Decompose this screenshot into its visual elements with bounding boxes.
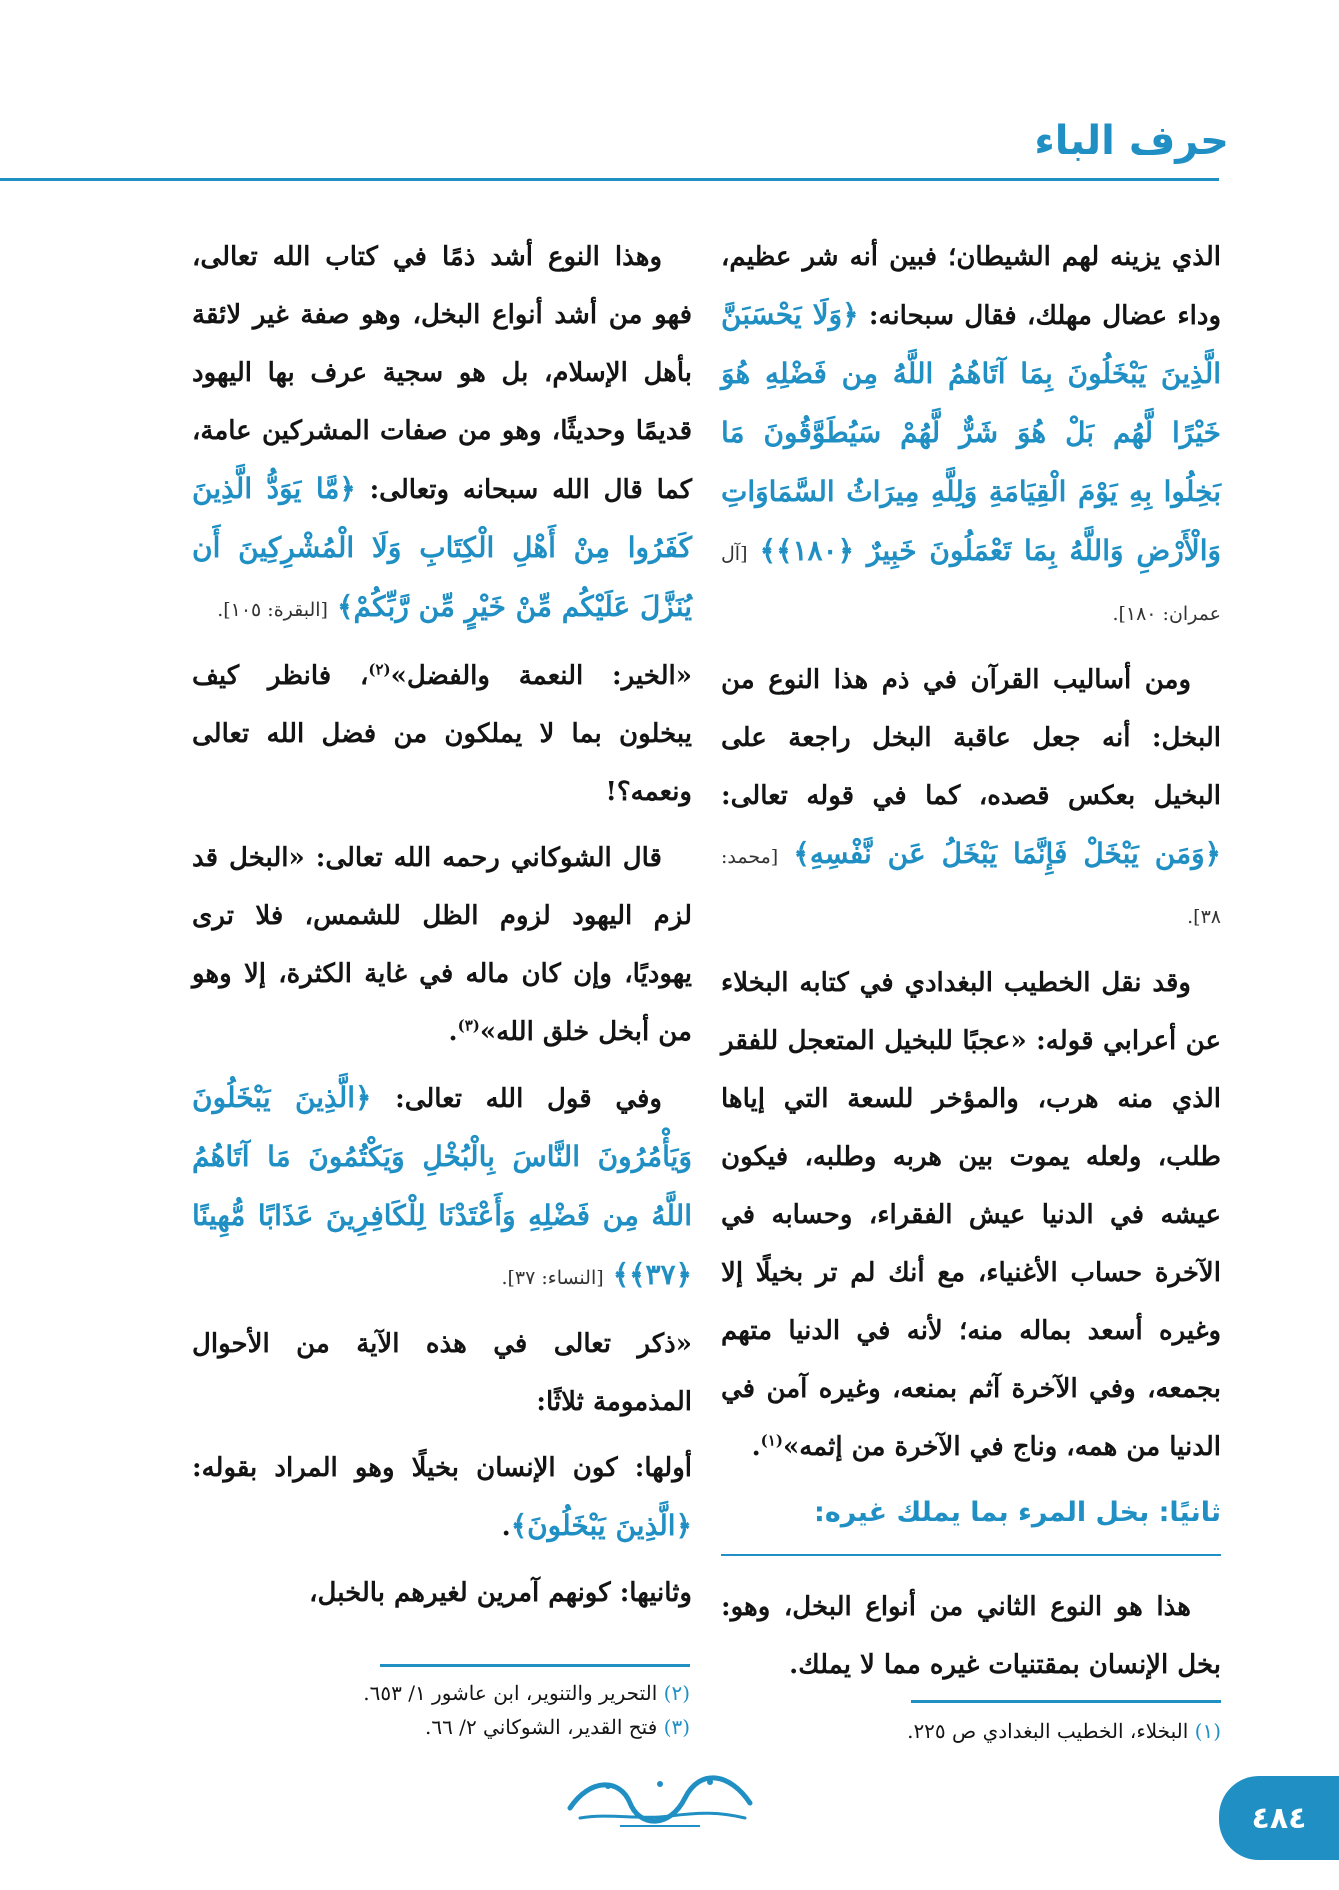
verse-reference: [آل عمران: ١٨٠]. <box>721 543 1221 625</box>
paragraph-text: ، فانظر كيف يبخلون بما لا يملكون من فضل الله تعالى ونعمه؟! <box>192 661 692 807</box>
paragraph <box>192 228 692 639</box>
verse-reference: [البقرة: ١٠٥]. <box>217 599 328 621</box>
paragraph: أولها: كون الإنسان بخيلًا وهو المراد بقوله: ﴿الَّذِينَ يَبْخَلُونَ﴾. <box>192 1453 692 1542</box>
paragraph-text: قال الشوكاني رحمه الله تعالى: «البخل قد لزم اليهود لزوم الظل للشمس، فلا ترى يهوديًا، وإن كان ماله في غاية الكثرة، إلا وهو من أبخل خلق الله» <box>192 843 692 1047</box>
footnote-number: (١) <box>1194 1719 1221 1743</box>
paragraph-text: وقد نقل الخطيب البغدادي في كتابه البخلاء عن أعرابي قوله: «عجبًا للبخيل المتعجل للفقر الذي منه هرب، والمؤخر للسعة التي إياها طلب، ولعله يموت بين هربه وطلبه، فيكون عيشه في الدنيا عيش الفقراء، وحسابه في الآخرة حساب الأغنياء، مع أنك لم تر بخيلًا إلا وغيره أسعد بماله منه؛ لأنه في الدنيا متهم بجمعه، وفي الآخرة آثم بمنعه، وغيره آمن في الدنيا من همه، وناج في الآخرة من إثمه» <box>721 968 1221 1462</box>
quran-verse: ﴿الَّذِينَ يَبْخَلُونَ وَيَأْمُرُونَ النَّاسَ بِالْبُخْلِ وَيَكْتُمُونَ مَا آتَاهُمُ اللَّهُ مِن فَضْلِهِ وَأَعْتَدْنَا لِلْكَافِرِينَ عَذَابًا مُّهِينًا ﴿٣٧﴾﴾ <box>192 1081 692 1291</box>
footnote-number: (٢) <box>663 1681 690 1705</box>
verse-reference: [محمد: ٣٨]. <box>721 846 1221 928</box>
footnote-marker[interactable]: (٢) <box>368 660 391 679</box>
header-rule <box>0 178 1219 181</box>
paragraph: قال الشوكاني رحمه الله تعالى: «البخل قد لزم اليهود لزوم الظل للشمس، فلا ترى يهوديًا، وإن كان ماله في غاية الكثرة، إلا وهو من أبخل خلق الله»$^{(٣)}$. <box>192 843 692 1047</box>
quran-verse: ﴿وَلَا يَحْسَبَنَّ الَّذِينَ يَبْخَلُونَ بِمَا آتَاهُمُ اللَّهُ مِن فَضْلِهِ هُوَ خَيْرًا لَّهُم بَلْ هُوَ شَرٌّ لَّهُمْ سَيُطَوَّقُونَ مَا بَخِلُوا بِهِ يَوْمَ الْقِيَامَةِ وَلِلَّهِ مِيرَاثُ السَّمَاوَاتِ وَالْأَرْضِ وَاللَّهُ بِمَا تَعْمَلُونَ خَبِيرٌ ﴿١٨٠﴾﴾ <box>721 298 1221 567</box>
footnote-text: البخلاء، الخطيب البغدادي ص ٢٢٥. <box>907 1719 1189 1743</box>
quran-verse: ﴿مَّا يَوَدُّ الَّذِينَ كَفَرُوا مِنْ أَهْلِ الْكِتَابِ وَلَا الْمُشْرِكِينَ أَن يُنَزَّلَ عَلَيْكُم مِّنْ خَيْرٍ مِّن رَّبِّكُمْ﴾ <box>192 472 692 623</box>
section-title: حرف الباء <box>1034 118 1229 164</box>
paragraph-text: الذي يزينه لهم الشيطان؛ فبين أنه شر عظيم، وداء عضال مهلك، فقال سبحانه: <box>721 242 1221 331</box>
footnote-number: (٣) <box>663 1715 690 1739</box>
footnote <box>701 1714 1221 1748</box>
footnotes-left <box>170 1676 690 1744</box>
paragraph-text: وفي قول الله تعالى: <box>395 1084 662 1114</box>
footnote-rule <box>380 1664 690 1667</box>
footnote-rule <box>911 1700 1221 1703</box>
quran-verse: ﴿وَمَن يَبْخَلْ فَإِنَّمَا يَبْخَلُ عَن نَّفْسِهِ﴾ <box>793 837 1221 870</box>
footnote <box>170 1710 690 1744</box>
paragraph-text: «ذكر تعالى في هذه الآية من الأحوال المذمومة ثلاثًا: <box>192 1329 692 1417</box>
paragraph <box>721 1578 1221 1694</box>
item-label: وثانيها: <box>619 1578 692 1608</box>
right-column <box>721 228 1221 1702</box>
page-number-badge: ٤٨٤ <box>1219 1776 1339 1860</box>
footnotes-right <box>701 1714 1221 1748</box>
encyclopedia-logo-icon <box>560 1768 760 1832</box>
quran-verse: ﴿الَّذِينَ يَبْخَلُونَ﴾ <box>510 1509 692 1542</box>
verse-reference: [النساء: ٣٧]. <box>501 1267 604 1289</box>
left-column <box>192 228 692 1630</box>
paragraph <box>192 647 692 821</box>
footnote-marker[interactable]: (٣) <box>457 1016 480 1035</box>
footnote <box>170 1676 690 1710</box>
paragraph-text: «الخير: النعمة والفضل» <box>390 661 692 691</box>
paragraph-text: وهذا النوع أشد ذمًا في كتاب الله تعالى، فهو من أشد أنواع البخل، وهو صفة غير لائقة بأهل الإسلام، بل هو سجية عرف بها اليهود قديمًا وحديثًا، وهو من صفات المشركين عامة، كما قال الله سبحانه وتعالى: <box>192 242 692 505</box>
footnote-text: فتح القدير، الشوكاني ٢/ ٦٦. <box>424 1715 658 1739</box>
paragraph-text: هذا هو النوع الثاني من أنواع البخل، وهو: بخل الإنسان بمقتنيات غيره مما لا يملك. <box>721 1592 1221 1680</box>
paragraph <box>192 1315 692 1431</box>
footnote-marker[interactable]: (١) <box>760 1431 783 1450</box>
item-label: أولها: <box>634 1453 692 1483</box>
paragraph <box>721 228 1221 643</box>
paragraph-text: ومن أساليب القرآن في ذم هذا النوع من البخل: أنه جعل عاقبة البخل راجعة على البخيل بعكس قصده، كما في قوله تعالى: <box>721 665 1221 811</box>
paragraph: وقد نقل الخطيب البغدادي في كتابه البخلاء عن أعرابي قوله: «عجبًا للبخيل المتعجل للفقر الذي منه هرب، والمؤخر للسعة التي إياها طلب، ولعله يموت بين هربه وطلبه، فيكون عيشه في الدنيا عيش الفقراء، وحسابه في الآخرة حساب الأغنياء، مع أنك لم تر بخيلًا إلا وغيره أسعد بماله منه؛ لأنه في الدنيا متهم بجمعه، وفي الآخرة آثم بمنعه، وغيره آمن في الدنيا من همه، وناج في الآخرة من إثمه»$^{(١)}$. <box>721 968 1221 1462</box>
paragraph <box>192 1564 692 1622</box>
paragraph <box>192 1069 692 1307</box>
paragraph-text: كون الإنسان بخيلًا وهو المراد بقوله: <box>192 1453 618 1483</box>
footnote-text: التحرير والتنوير، ابن عاشور ١/ ٦٥٣. <box>363 1681 658 1705</box>
paragraph-text: كونهم آمرين لغيرهم بالخبل، <box>309 1578 611 1608</box>
section-heading: ثانيًا: بخل المرء بما يملك غيره: <box>721 1484 1221 1556</box>
paragraph <box>721 651 1221 946</box>
